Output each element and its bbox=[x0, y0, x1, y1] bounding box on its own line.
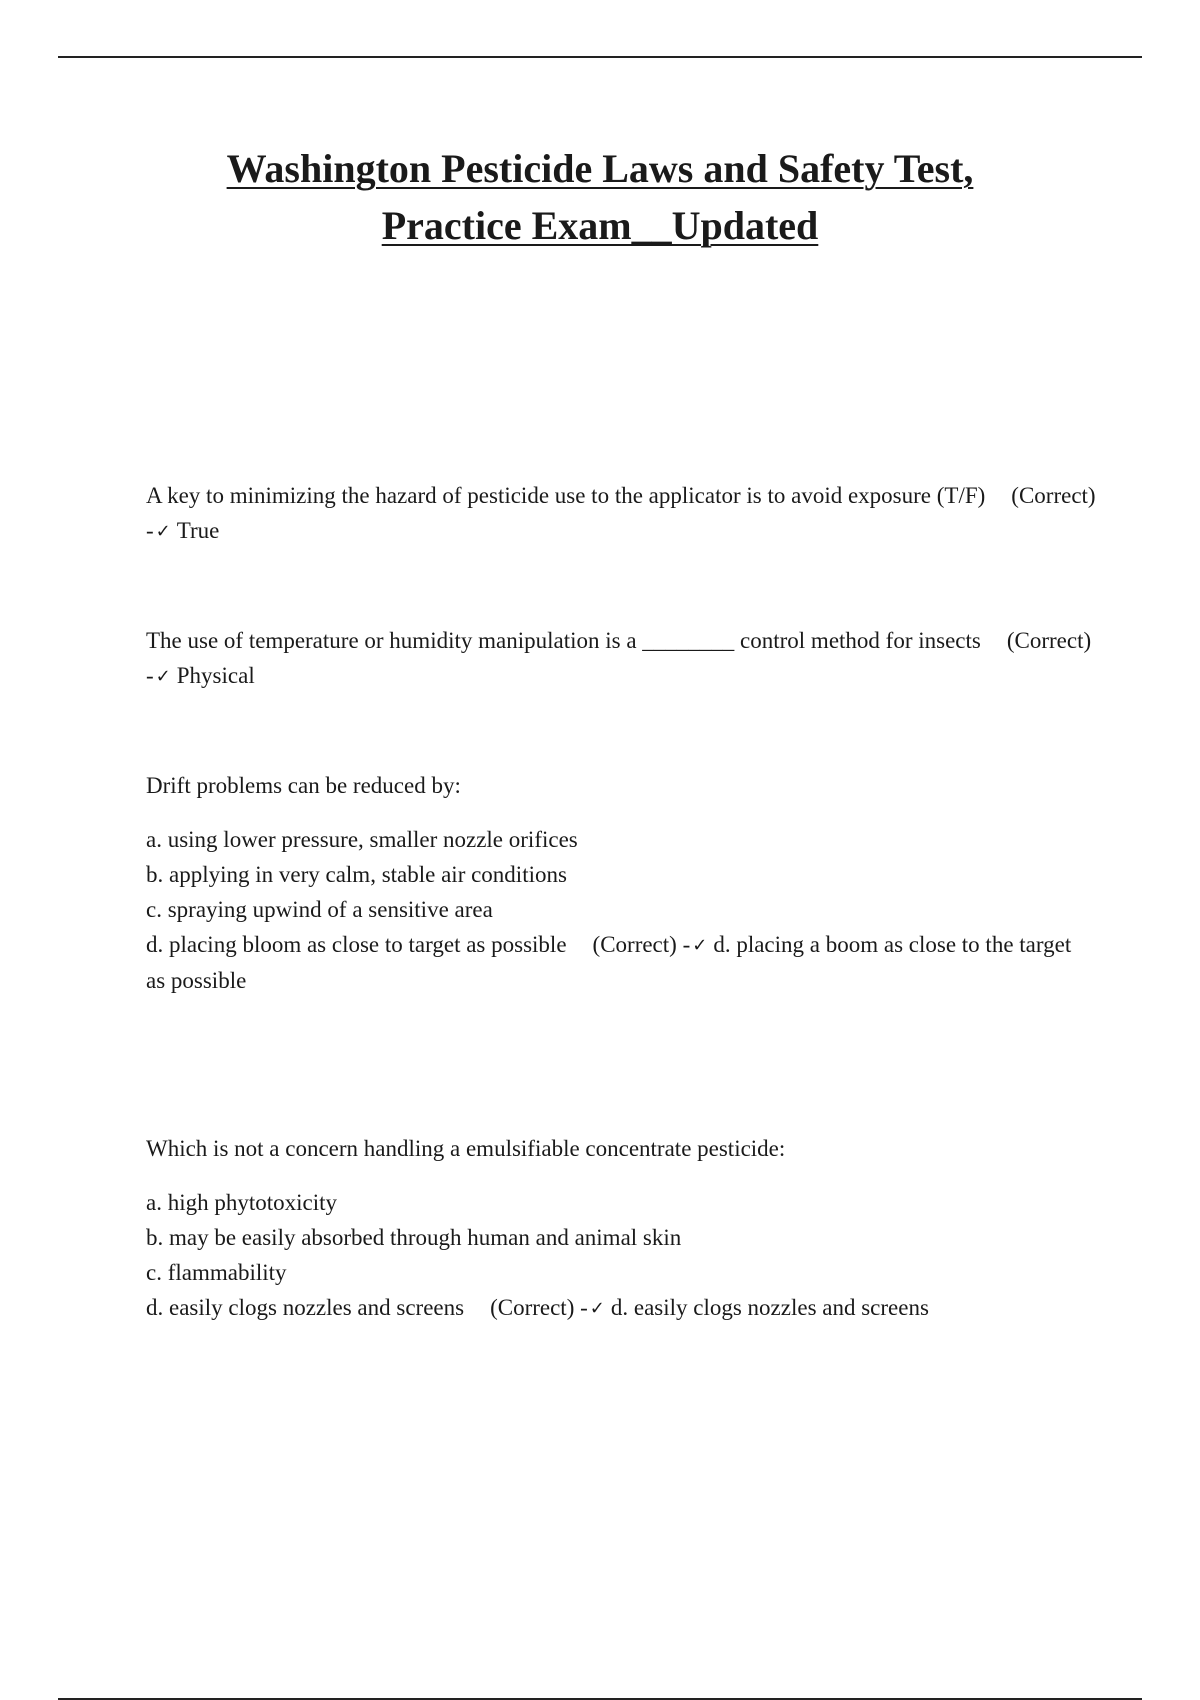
title-line-2: Practice Exam__Updated bbox=[381, 203, 819, 248]
question-2 bbox=[146, 623, 1096, 694]
check-icon: ✓ bbox=[589, 1298, 605, 1319]
correct-tag: (Correct) - bbox=[146, 483, 1096, 543]
answer-text: True bbox=[176, 518, 220, 543]
answer-text: d. placing a boom as close to the target as possible bbox=[146, 932, 1072, 993]
option-c: c. spraying upwind of a sensitive area bbox=[146, 897, 493, 922]
check-icon: ✓ bbox=[155, 666, 171, 687]
question-stem bbox=[146, 623, 1096, 694]
answer-text: Physical bbox=[176, 663, 255, 688]
option-b: b. may be easily absorbed through human and animal skin bbox=[146, 1225, 682, 1250]
document-title bbox=[100, 140, 1100, 254]
option-b: b. applying in very calm, stable air conditions bbox=[146, 862, 567, 887]
question-3 bbox=[146, 768, 1096, 998]
question-4 bbox=[146, 1131, 1096, 1326]
option-text: d. placing bloom as close to target as possible bbox=[146, 932, 567, 957]
correct-tag: (Correct) - bbox=[592, 932, 691, 957]
option-d bbox=[146, 1290, 1096, 1326]
title-line-1: Washington Pesticide Laws and Safety Test, bbox=[226, 146, 974, 191]
option-c: c. flammability bbox=[146, 1260, 287, 1285]
question-stem: Drift problems can be reduced by: bbox=[146, 773, 461, 798]
check-icon: ✓ bbox=[155, 521, 171, 542]
question-text: A key to minimizing the hazard of pesticide use to the applicator is to avoid exposure (T/F) bbox=[146, 483, 986, 508]
top-rule bbox=[58, 56, 1142, 58]
question-1 bbox=[146, 478, 1096, 549]
question-stem: Which is not a concern handling a emulsifiable concentrate pesticide: bbox=[146, 1136, 786, 1161]
option-a: a. high phytotoxicity bbox=[146, 1190, 338, 1215]
correct-tag: (Correct) - bbox=[490, 1295, 588, 1320]
question-text: The use of temperature or humidity manipulation is a ________ control method for insects bbox=[146, 628, 981, 653]
answer-text: d. easily clogs nozzles and screens bbox=[610, 1295, 929, 1320]
option-text: d. easily clogs nozzles and screens bbox=[146, 1295, 465, 1320]
check-icon: ✓ bbox=[692, 935, 708, 956]
option-d bbox=[146, 927, 1096, 998]
correct-tag: (Correct) - bbox=[146, 628, 1092, 688]
option-a: a. using lower pressure, smaller nozzle orifices bbox=[146, 827, 578, 852]
question-stem bbox=[146, 478, 1096, 549]
